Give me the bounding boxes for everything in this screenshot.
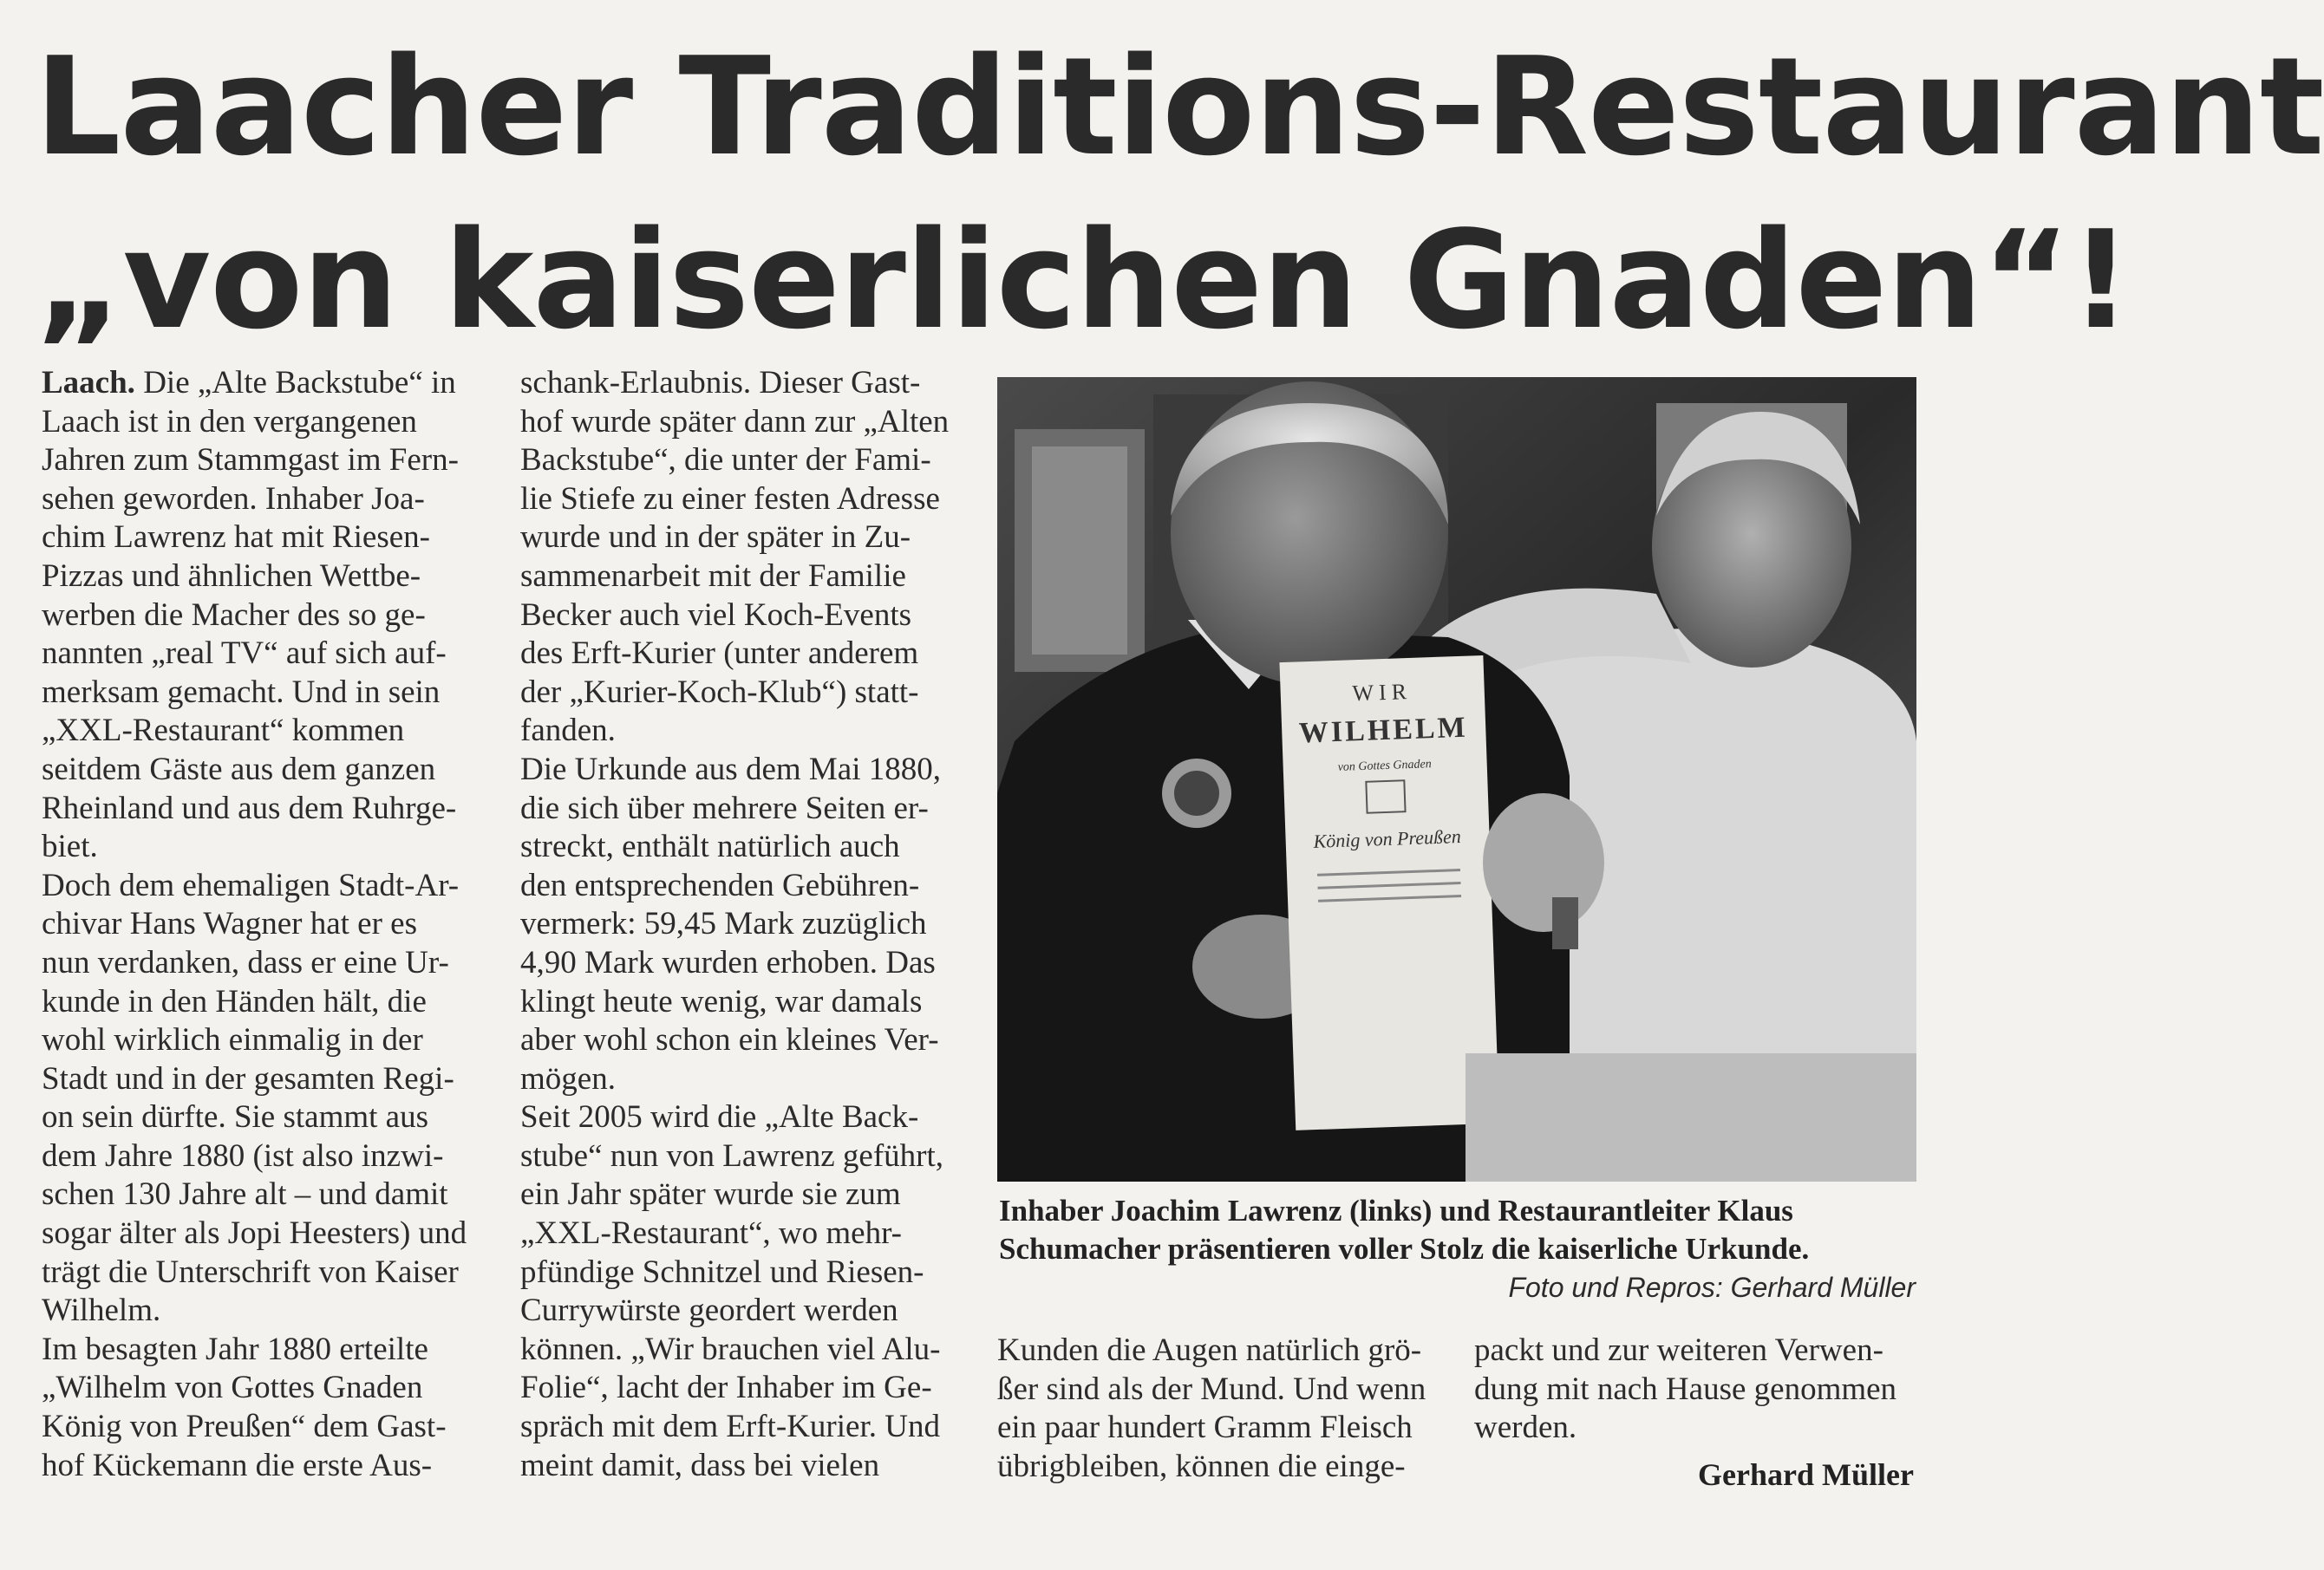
text-line: trägt die Unterschrift von Kaiser [42, 1254, 459, 1290]
text-line: ein Jahr später wurde sie zum [520, 1176, 901, 1213]
text-line: „XXL-Restaurant“, wo mehr- [520, 1215, 903, 1252]
text-line: der „Kurier-Koch-Klub“) statt- [520, 674, 919, 710]
headline-line-1: Laacher Traditions-Restaurant [35, 28, 2324, 186]
text-line: schank-Erlaubnis. Dieser Gast- [520, 365, 921, 401]
text-line: des Erft-Kurier (unter anderem [520, 635, 919, 672]
document-word-wir: WIR [1351, 678, 1413, 707]
text-line: fanden. [520, 713, 616, 749]
text-line: biet. [42, 829, 98, 865]
text-line: Seit 2005 wird die „Alte Back- [520, 1099, 919, 1136]
text-line: werden. [1474, 1410, 1577, 1446]
text-line: chivar Hans Wagner hat er es [42, 906, 417, 942]
text-line: übrigbleiben, können die einge- [997, 1448, 1406, 1484]
text-line: seitdem Gäste aus dem ganzen [42, 751, 436, 787]
text-line: streckt, enthält natürlich auch [520, 829, 900, 865]
caption-line-1: Inhaber Joachim Lawrenz (links) und Restaurantleiter Klaus [999, 1194, 1793, 1228]
text-line: die sich über mehrere Seiten er- [520, 790, 929, 826]
text-line: schen 130 Jahre alt – und damit [42, 1176, 448, 1213]
text-line: ein paar hundert Gramm Fleisch [997, 1410, 1413, 1446]
article-column-2 [520, 364, 949, 1485]
text-line: wohl wirklich einmalig in der [42, 1022, 423, 1059]
text-line: ßer sind als der Mund. Und wenn [997, 1371, 1426, 1407]
document-line-koenig: König von Preußen [1313, 825, 1462, 852]
text-line: Im besagten Jahr 1880 erteilte [42, 1331, 428, 1367]
text-line-rest: Die „Alte Backstube“ in [134, 365, 456, 401]
photo-credit: Foto und Repros: Gerhard Müller [1508, 1272, 1916, 1303]
text-line: dung mit nach Hause genommen [1474, 1371, 1897, 1407]
text-line: klingt heute wenig, war damals [520, 983, 923, 1020]
text-line: werben die Macher des so ge- [42, 596, 426, 633]
text-line: packt und zur weiteren Verwen- [1474, 1332, 1883, 1368]
author-byline: Gerhard Müller [1698, 1457, 1914, 1492]
text-line: mögen. [520, 1060, 616, 1097]
text-line: hof wurde später dann zur „Alten [520, 403, 950, 440]
article-photo [997, 377, 1916, 1182]
text-line: Doch dem ehemaligen Stadt-Ar- [42, 867, 460, 903]
text-line: „Wilhelm von Gottes Gnaden [42, 1370, 423, 1406]
caption-line-2: Schumacher präsentieren voller Stolz die kaiserliche Urkunde. [999, 1232, 1810, 1266]
text-line: on sein dürfte. Sie stammt aus [42, 1099, 428, 1136]
text-line: König von Preußen“ dem Gast- [42, 1409, 447, 1445]
text-line: Becker auch viel Koch-Events [520, 596, 912, 633]
text-line: vermerk: 59,45 Mark zuzüglich [520, 906, 927, 942]
text-line: pfündige Schnitzel und Riesen- [520, 1254, 924, 1290]
text-line: „XXL-Restaurant“ kommen [42, 713, 405, 749]
text-line [42, 364, 467, 403]
text-line: Pizzas und ähnlichen Wettbe- [42, 557, 421, 594]
text-line: Folie“, lacht der Inhaber im Ge- [520, 1370, 932, 1406]
text-line: Wilhelm. [42, 1293, 161, 1329]
article-column-3 [997, 1332, 1426, 1486]
text-line: sammenarbeit mit der Familie [520, 557, 906, 594]
text-line: nun verdanken, dass er eine Ur- [42, 944, 449, 980]
text-line: stube“ nun von Lawrenz geführt, [520, 1137, 944, 1174]
text-line: Currywürste geordert werden [520, 1293, 898, 1329]
text-line: Stadt und in der gesamten Regi- [42, 1060, 454, 1097]
article-column-1 [42, 364, 467, 1485]
document-line-gottes-gnaden: von Gottes Gnaden [1337, 758, 1432, 774]
text-line: wurde und in der später in Zu- [520, 519, 911, 556]
text-line: kunde in den Händen hält, die [42, 983, 427, 1020]
document-word-wilhelm: WILHELM [1298, 711, 1469, 750]
text-line: aber wohl schon ein kleines Ver- [520, 1022, 939, 1059]
text-line: können. „Wir brauchen viel Alu- [520, 1331, 941, 1367]
text-line: Die Urkunde aus dem Mai 1880, [520, 751, 942, 787]
text-line: Jahren zum Stammgast im Fern- [42, 442, 459, 479]
text-line: hof Kückemann die erste Aus- [42, 1447, 433, 1483]
text-line: 4,90 Mark wurden erhoben. Das [520, 944, 936, 980]
text-line: dem Jahre 1880 (ist also inzwi- [42, 1137, 444, 1174]
text-line: lie Stiefe zu einer festen Adresse [520, 480, 940, 517]
article-column-4 [1474, 1332, 1896, 1448]
text-line: den entsprechenden Gebühren- [520, 867, 920, 903]
text-line: Backstube“, die unter der Fami- [520, 442, 931, 479]
text-line: Rheinland und aus dem Ruhrge- [42, 790, 457, 826]
text-line: meint damit, dass bei vielen [520, 1447, 880, 1483]
text-line: chim Lawrenz hat mit Riesen- [42, 519, 430, 556]
photo-caption [999, 1192, 1809, 1268]
headline-line-2: „von kaiserlichen Gnaden“! [35, 201, 2131, 359]
text-line: sehen geworden. Inhaber Joa- [42, 480, 425, 517]
text-line: Laach ist in den vergangenen [42, 403, 417, 440]
text-line: nannten „real TV“ auf sich auf- [42, 635, 447, 672]
text-line: spräch mit dem Erft-Kurier. Und [520, 1409, 940, 1445]
text-line: Kunden die Augen natürlich grö- [997, 1332, 1422, 1368]
text-line: sogar älter als Jopi Heesters) und [42, 1215, 467, 1252]
dateline: Laach. [42, 365, 135, 401]
text-line: merksam gemacht. Und in sein [42, 674, 441, 710]
